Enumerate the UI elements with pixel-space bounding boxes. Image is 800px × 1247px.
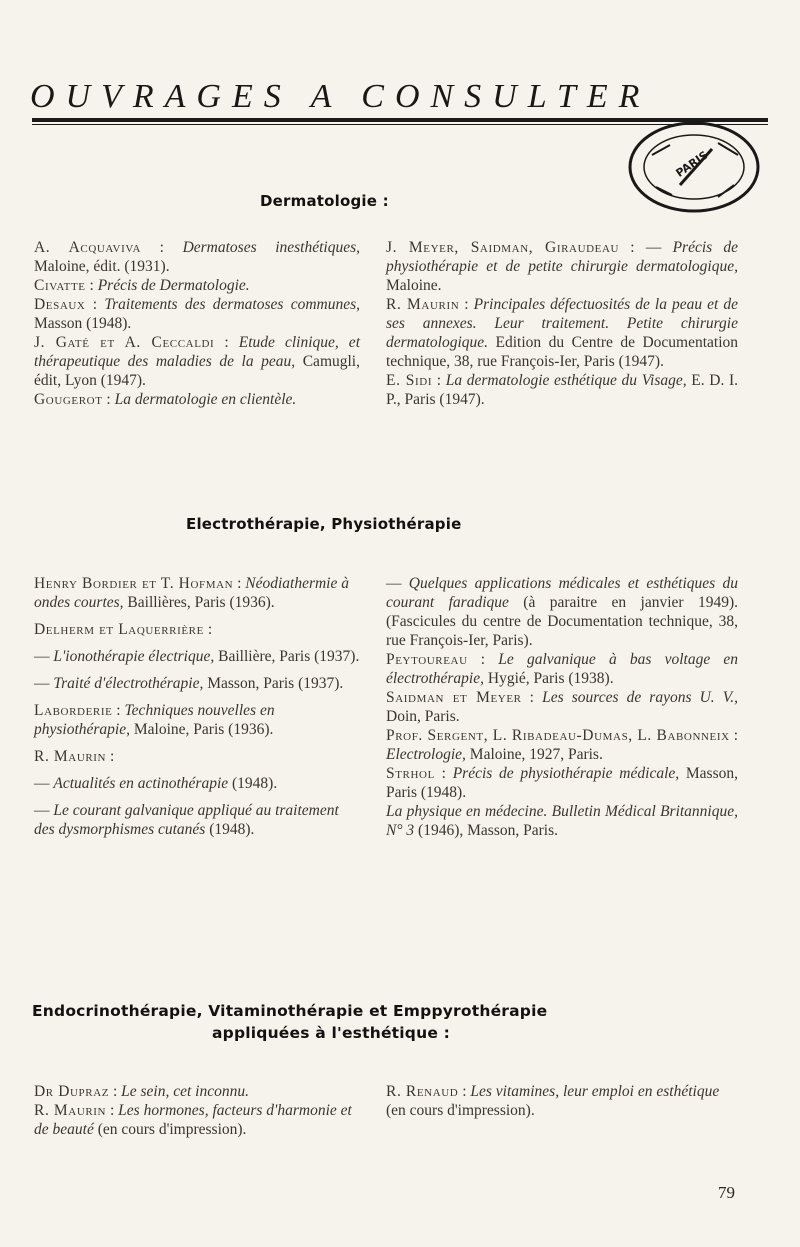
entry-author: Civatte: [34, 277, 86, 294]
entry-title: Dermatoses inesthétiques,: [182, 239, 361, 256]
entry-author: J. Gaté et A. Ceccaldi: [34, 334, 215, 351]
entry-title: Les sources de rayons U. V.,: [542, 689, 738, 706]
entry-publisher: (en cours d'impression).: [93, 1121, 247, 1138]
entry-separator: :: [521, 689, 543, 706]
entry-publisher: Maloine, 1927, Paris.: [465, 746, 603, 763]
electro-left-column: [34, 574, 360, 839]
entry-publisher: (1946), Masson, Paris.: [414, 822, 558, 839]
entry-title: Principales défectuosités de la peau et de ses annexes. Leur traitement. Petite chirurgie dermatologique.: [386, 296, 738, 351]
entry-author: Dr Dupraz: [34, 1083, 110, 1100]
bibliography-entry: [386, 650, 738, 688]
bibliography-entry: [34, 774, 360, 793]
entry-separator: —: [34, 675, 54, 692]
entry-author: A. Acquaviva: [34, 239, 142, 256]
entry-title: Précis de physiothérapie médicale,: [452, 765, 680, 782]
bibliography-entry: [34, 390, 360, 409]
entry-author: R. Maurin: [34, 748, 107, 765]
entry-title: Précis de Dermatologie.: [97, 277, 250, 294]
entry-publisher: Doin, Paris.: [386, 708, 460, 725]
entry-separator: :: [112, 702, 125, 719]
entry-separator: —: [34, 648, 54, 665]
entry-publisher: Camugli, édit, Lyon (1947).: [34, 353, 360, 389]
entry-separator: :: [434, 765, 453, 782]
entry-author: R. Renaud: [386, 1083, 459, 1100]
entry-separator: :: [729, 727, 738, 744]
bibliography-entry: [34, 1101, 360, 1139]
bibliography-entry: [386, 295, 738, 371]
entry-separator: :: [85, 277, 98, 294]
entry-title: Le galvanique à bas voltage en électrothérapie,: [386, 651, 739, 687]
entry-title: La dermatologie esthétique du Visage,: [445, 372, 687, 389]
entry-title: Le courant galvanique appliqué au traitement des dysmorphismes cutanés: [34, 802, 339, 838]
library-stamp-icon: [622, 115, 762, 215]
bibliography-entry: [386, 802, 738, 840]
entry-author: Desaux: [34, 296, 86, 313]
entry-author: Prof. Sergent, L. Ribadeau-Dumas, L. Babonneix: [386, 727, 730, 744]
bibliography-entry: [34, 238, 360, 276]
entry-publisher: Edition du Centre de Documentation technique, 38, rue François-Ier, Paris (1947).: [386, 334, 738, 370]
endo-left-column: [34, 1082, 360, 1139]
entry-separator: —: [34, 802, 54, 819]
entry-separator: —: [34, 775, 54, 792]
entry-separator: :: [203, 621, 213, 638]
bibliography-entry: [386, 726, 738, 764]
bibliography-entry: [34, 333, 360, 390]
entry-publisher: Baillières, Paris (1936).: [123, 594, 275, 611]
entry-publisher: E. D. I. P., Paris (1947).: [386, 372, 739, 408]
bibliography-entry: [34, 647, 360, 666]
dermatologie-right-column: [386, 238, 738, 409]
entry-title: L'ionothérapie électrique,: [53, 648, 215, 665]
page-number: 79: [718, 1183, 735, 1202]
heading-endocrinotherapie: Endocrinothérapie, Vitaminothérapie et Emppyrothérapie: [32, 1002, 548, 1020]
entry-title: Précis de physiothérapie et de petite chirurgie dermatologique,: [386, 239, 739, 275]
entry-separator: :: [467, 651, 499, 668]
bibliography-entry: [386, 764, 738, 802]
entry-separator: :: [141, 239, 183, 256]
entry-publisher: Maloine, édit. (1931).: [34, 258, 170, 275]
entry-author: J. Meyer, Saidman, Giraudeau: [386, 239, 620, 256]
entry-title: Quelques applications médicales et esthétiques du courant faradique: [386, 575, 738, 611]
bibliography-entry: [386, 688, 738, 726]
entry-separator: :: [106, 1102, 119, 1119]
entry-author: Laborderie: [34, 702, 113, 719]
bibliography-entry: [386, 371, 738, 409]
entry-publisher: Hygié, Paris (1938).: [484, 670, 614, 687]
bibliography-entry: [386, 1082, 738, 1120]
entry-separator: :: [214, 334, 239, 351]
entry-title: Traité d'électrothérapie,: [53, 675, 204, 692]
entry-separator: :: [85, 296, 105, 313]
page-title: OUVRAGES A CONSULTER: [30, 78, 651, 115]
entry-publisher: Masson, Paris (1937).: [203, 675, 344, 692]
entry-author: Henry Bordier et T. Hofman: [34, 575, 234, 592]
entry-title: La dermatologie en clientèle.: [114, 391, 297, 408]
bibliography-entry: [34, 276, 360, 295]
bibliography-entry: [34, 295, 360, 333]
entry-publisher: (à paraitre en janvier 1949). (Fascicules du centre de Documentation technique, 38, rue François-Ier, Paris).: [386, 594, 738, 649]
electro-right-column: [386, 574, 738, 840]
entry-publisher: Maloine, Paris (1936).: [130, 721, 274, 738]
bibliography-entry: [386, 574, 738, 650]
stamp-label: PARIS: [673, 148, 711, 180]
entry-author: Saidman et Meyer: [386, 689, 522, 706]
entry-title: Néodiathermie à ondes courtes,: [34, 575, 349, 611]
entry-publisher: (en cours d'impression).: [386, 1102, 535, 1119]
entry-author: Strhol: [386, 765, 435, 782]
entry-separator: :: [459, 296, 474, 313]
bibliography-entry: [34, 674, 360, 693]
entry-separator: —: [386, 575, 409, 592]
entry-title: Traitements des dermatoses communes,: [104, 296, 360, 313]
entry-author: R. Maurin: [34, 1102, 107, 1119]
entry-title: Techniques nouvelles en physiothérapie,: [34, 702, 275, 738]
entry-separator: : —: [619, 239, 673, 256]
entry-separator: :: [102, 391, 115, 408]
entry-publisher: Baillière, Paris (1937).: [214, 648, 360, 665]
entry-separator: :: [109, 1083, 122, 1100]
entry-author: Delherm et Laquerrière: [34, 621, 204, 638]
entry-publisher: (1948).: [228, 775, 278, 792]
entry-title: Etude clinique, et thérapeutique des maladies de la peau,: [34, 334, 360, 370]
entry-author: R. Maurin: [386, 296, 460, 313]
entry-separator: :: [106, 748, 115, 765]
endo-right-column: [386, 1082, 738, 1120]
entry-title: Electrologie,: [386, 746, 466, 763]
entry-title: Les hormones, facteurs d'harmonie et de beauté: [34, 1102, 352, 1138]
entry-title: Actualités en actinothérapie: [53, 775, 229, 792]
bibliography-entry: [34, 701, 360, 739]
bibliography-entry: [34, 574, 360, 612]
entry-publisher: Masson (1948).: [34, 315, 132, 332]
entry-title: La physique en médecine. Bulletin Médical Britannique, N° 3: [386, 803, 738, 839]
entry-title: Les vitamines, leur emploi en esthétique: [470, 1083, 720, 1100]
entry-publisher: (1948).: [205, 821, 255, 838]
entry-separator: :: [233, 575, 246, 592]
dermatologie-left-column: [34, 238, 360, 409]
entry-author: E. Sidi: [386, 372, 433, 389]
entry-publisher: Masson, Paris (1948).: [386, 765, 738, 801]
entry-author: Gougerot: [34, 391, 103, 408]
bibliography-entry: [34, 747, 360, 766]
entry-title: Le sein, cet inconnu.: [121, 1083, 249, 1100]
bibliography-entry: [34, 801, 360, 839]
bibliography-entry: [34, 1082, 360, 1101]
entry-separator: :: [432, 372, 446, 389]
entry-separator: :: [458, 1083, 471, 1100]
entry-author: Peytoureau: [386, 651, 468, 668]
bibliography-entry: [34, 620, 360, 639]
heading-electrotherapie: Electrothérapie, Physiothérapie: [186, 515, 462, 533]
bibliography-entry: [386, 238, 738, 295]
heading-dermatologie: Dermatologie :: [260, 192, 389, 210]
entry-publisher: Maloine.: [386, 277, 442, 294]
heading-esthetique: appliquées à l'esthétique :: [212, 1024, 451, 1042]
